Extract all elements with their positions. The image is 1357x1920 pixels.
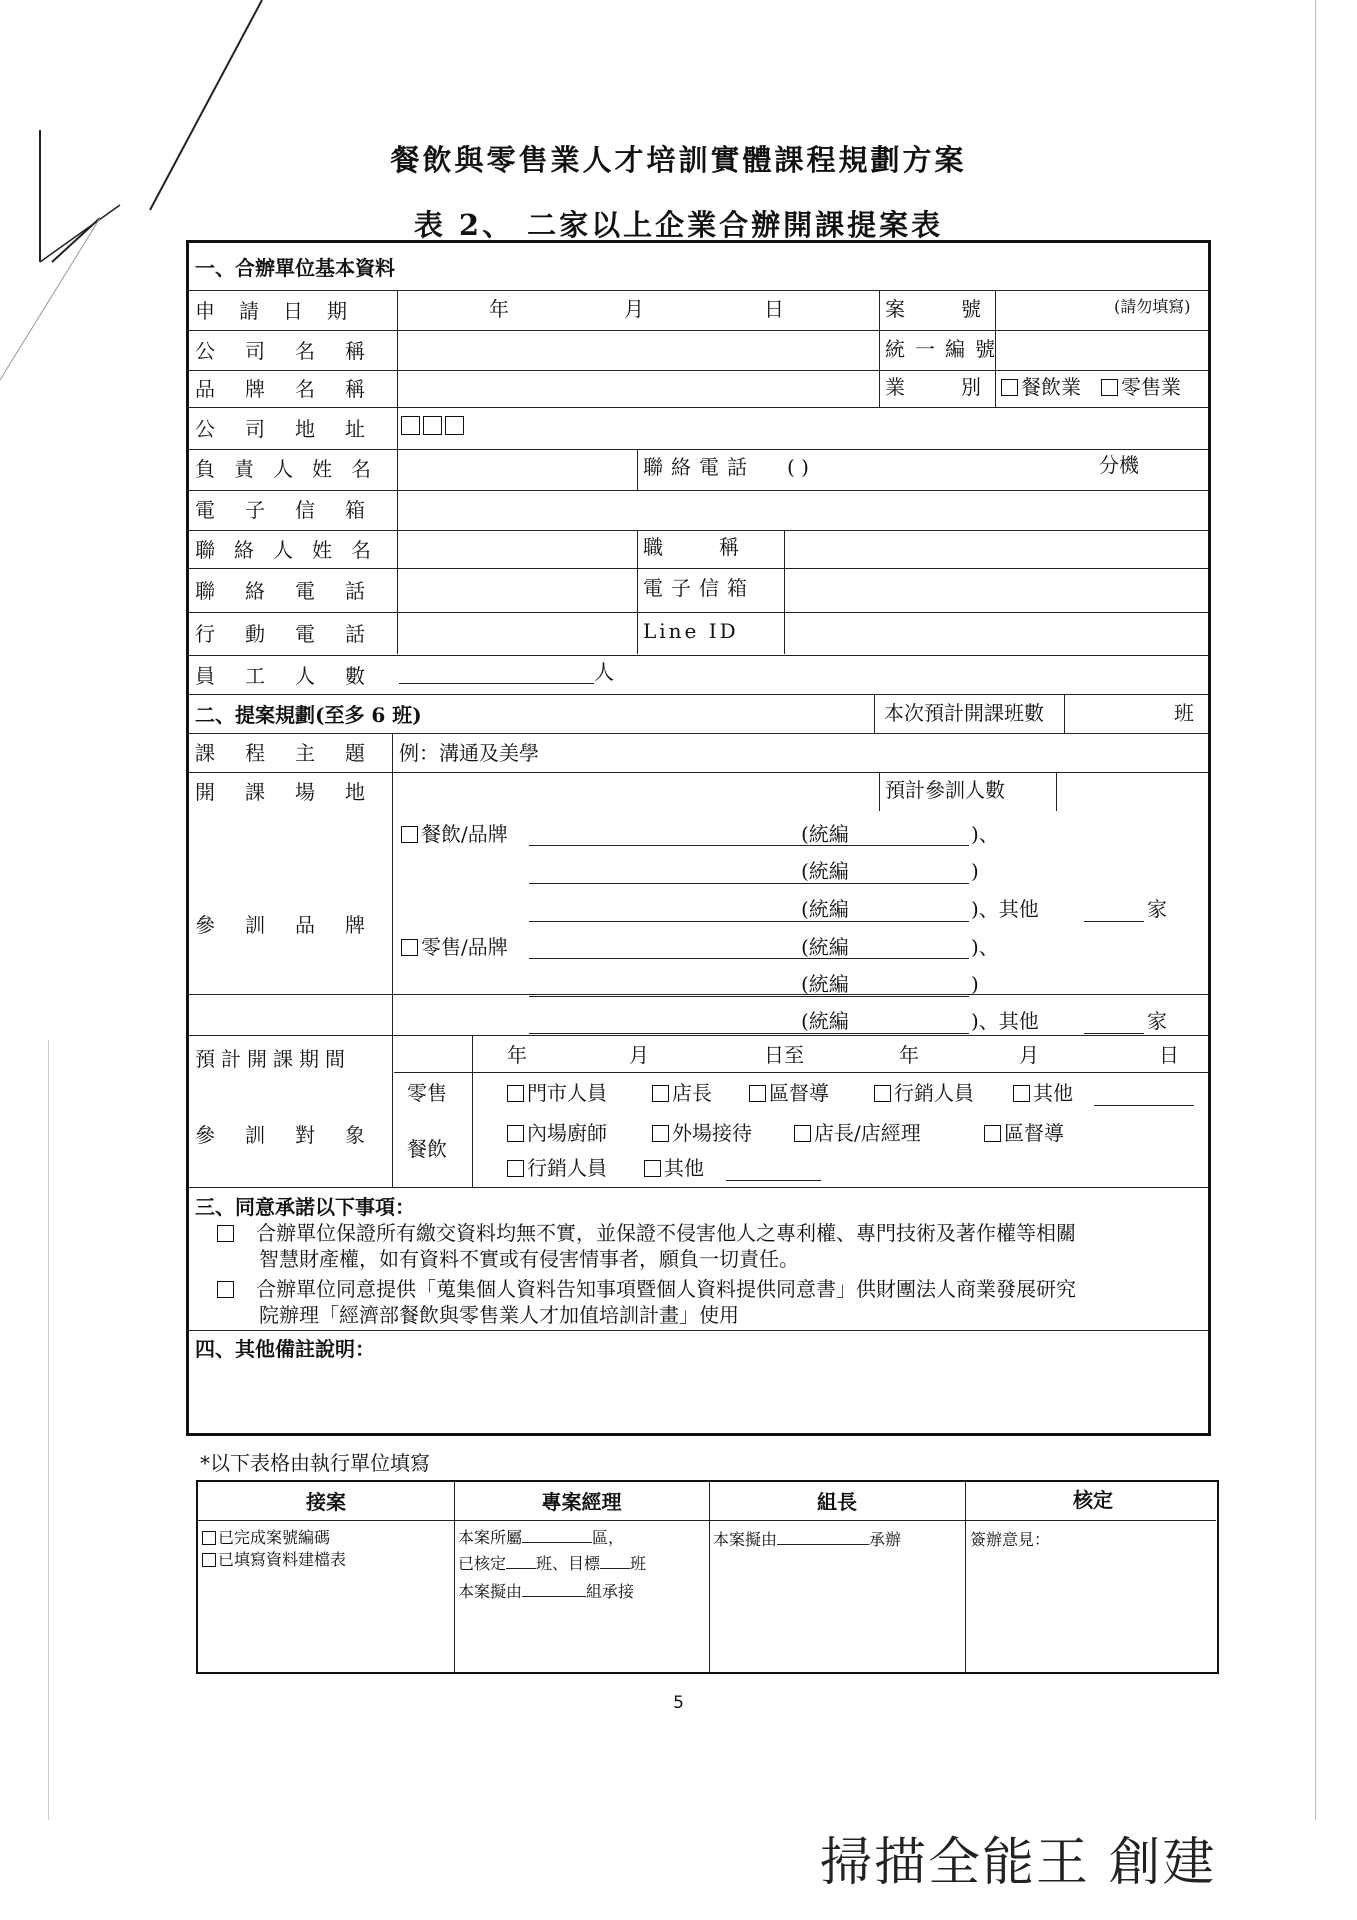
period-to: 日至 bbox=[764, 1043, 804, 1067]
ext-label: 分機 bbox=[1099, 453, 1139, 477]
scanner-watermark: 掃描全能王 創建 bbox=[820, 1833, 1217, 1893]
office-header-intake: 接案 bbox=[306, 1490, 346, 1514]
commitment-item-2[interactable]: 合辦單位同意提供「蒐集個人資料告知事項暨個人資料提供同意書」供財團法人商業發展研究 bbox=[217, 1279, 1076, 1299]
office-header-lead: 組長 bbox=[817, 1490, 857, 1514]
row-divider bbox=[394, 1072, 1208, 1073]
office-table bbox=[196, 1480, 1219, 1674]
section1-header: 一、合辦單位基本資料 bbox=[195, 256, 395, 280]
row-divider bbox=[189, 655, 1208, 656]
scan-right-edge bbox=[1315, 0, 1316, 1820]
employees-unit: 人 bbox=[594, 660, 614, 684]
row-divider bbox=[189, 733, 1208, 734]
others-blank[interactable] bbox=[1084, 1033, 1144, 1034]
brand-line[interactable] bbox=[529, 883, 969, 884]
pm-line1: 本案所屬 區， bbox=[458, 1528, 625, 1547]
checkbox[interactable] bbox=[984, 1125, 1001, 1142]
class-count-unit: 班 bbox=[1174, 701, 1194, 725]
checkbox[interactable] bbox=[217, 1225, 234, 1242]
office-header-pm: 專案經理 bbox=[541, 1490, 622, 1514]
row-divider bbox=[189, 330, 1208, 331]
checkbox[interactable] bbox=[401, 826, 418, 843]
fnb-option-front[interactable]: 外場接待 bbox=[652, 1123, 752, 1143]
period-year2: 年 bbox=[899, 1043, 919, 1067]
tax-id-short: (統編 bbox=[801, 972, 849, 996]
row-divider bbox=[189, 530, 1208, 531]
brand-line[interactable] bbox=[529, 996, 969, 997]
row-divider bbox=[189, 612, 1208, 613]
retail-option-store-manager[interactable]: 店長 bbox=[652, 1083, 712, 1103]
checkbox[interactable] bbox=[652, 1125, 669, 1142]
contact-phone-label: 聯絡電話 bbox=[643, 455, 755, 479]
retail-brand-option[interactable]: 零售/品牌 bbox=[401, 937, 508, 957]
checkbox[interactable] bbox=[644, 1160, 661, 1177]
period-month2: 月 bbox=[1019, 1043, 1039, 1067]
topic-label: 課程主題 bbox=[195, 741, 395, 765]
row-divider bbox=[189, 1035, 1208, 1036]
contact-email-label: 電子信箱 bbox=[643, 576, 755, 600]
row-divider bbox=[189, 490, 1208, 491]
intake-item-1[interactable]: 已完成案號編碼 bbox=[202, 1530, 330, 1546]
retail-option-other[interactable]: 其他 bbox=[1013, 1083, 1073, 1103]
col-divider bbox=[1056, 772, 1057, 811]
row-divider bbox=[189, 1330, 1208, 1331]
tax-id-short: (統編 bbox=[801, 1009, 849, 1033]
checkbox[interactable] bbox=[202, 1553, 216, 1567]
checkbox[interactable] bbox=[652, 1085, 669, 1102]
contact-name-label: 聯絡人姓名 bbox=[195, 538, 390, 562]
col-divider bbox=[637, 530, 638, 654]
employees-label: 員工人數 bbox=[195, 664, 395, 688]
industry-option-retail[interactable]: 零售業 bbox=[1101, 377, 1181, 397]
job-title-label: 職稱 bbox=[643, 535, 795, 559]
case-no-note: (請勿填寫) bbox=[1114, 297, 1191, 316]
others-blank[interactable] bbox=[1084, 921, 1144, 922]
retail-option-store-staff[interactable]: 門市人員 bbox=[507, 1083, 607, 1103]
intake-item-2[interactable]: 已填寫資料建檔表 bbox=[202, 1552, 346, 1568]
phone-area-paren: ( ) bbox=[787, 455, 809, 479]
apply-date-label: 申請日期 bbox=[195, 299, 371, 323]
row-divider bbox=[198, 1520, 1216, 1521]
tax-id-label: 統一編號 bbox=[885, 337, 1005, 361]
period-day: 日 bbox=[1159, 1043, 1179, 1067]
form-subtitle: 表 2、 二家以上企業合辦開課提案表 bbox=[413, 208, 944, 242]
checkbox[interactable] bbox=[217, 1281, 234, 1298]
document-title: 餐飲與零售業人才培訓實體課程規劃方案 bbox=[390, 143, 967, 177]
checkbox[interactable] bbox=[1013, 1085, 1030, 1102]
commitment-item-1[interactable]: 合辦單位保證所有繳交資料均無不實，並保證不侵害他人之專利權、專門技術及著作權等相關 bbox=[217, 1223, 1076, 1243]
row-divider bbox=[189, 1187, 1208, 1188]
brand-line[interactable] bbox=[529, 845, 969, 846]
expected-trainees-label: 預計參訓人數 bbox=[885, 778, 1005, 802]
section4-header: 四、其他備註說明： bbox=[195, 1337, 375, 1361]
class-count-label: 本次預計開課班數 bbox=[884, 701, 1044, 725]
checkbox[interactable] bbox=[749, 1085, 766, 1102]
checkbox[interactable] bbox=[202, 1531, 216, 1545]
company-name-label: 公司名稱 bbox=[195, 339, 395, 363]
tax-id-short: (統編 bbox=[801, 897, 849, 921]
address-label: 公司地址 bbox=[195, 417, 395, 441]
checkbox[interactable] bbox=[507, 1160, 524, 1177]
close-paren: )、 bbox=[971, 822, 999, 846]
fnb-option-marketing[interactable]: 行銷人員 bbox=[507, 1158, 607, 1178]
col-divider bbox=[397, 290, 398, 654]
office-note: *以下表格由執行單位填寫 bbox=[200, 1451, 430, 1475]
row-divider bbox=[189, 694, 1208, 695]
pm-line2: 已核定 班、目標 班 bbox=[458, 1554, 647, 1573]
section2-header: 二、提案規劃(至多 6 班) bbox=[195, 703, 422, 727]
row-divider bbox=[189, 568, 1208, 569]
col-divider bbox=[879, 772, 880, 811]
brand-line[interactable] bbox=[529, 958, 969, 959]
col-divider bbox=[1064, 694, 1065, 733]
owner-label: 負責人姓名 bbox=[195, 457, 390, 481]
main-form-table bbox=[186, 240, 1211, 1436]
col-divider bbox=[637, 449, 638, 490]
retail-option-marketing[interactable]: 行銷人員 bbox=[874, 1083, 974, 1103]
tax-id-short: (統編 bbox=[801, 859, 849, 883]
checkbox[interactable] bbox=[401, 939, 418, 956]
row-divider bbox=[189, 449, 1208, 450]
fnb-option-other[interactable]: 其他 bbox=[644, 1158, 704, 1178]
others-unit: 家 bbox=[1147, 897, 1167, 921]
col-divider bbox=[472, 1035, 473, 1187]
close-paren: )、 bbox=[971, 935, 999, 959]
target-label: 參訓對象 bbox=[195, 1123, 395, 1147]
row-divider bbox=[189, 994, 1208, 995]
col-divider bbox=[965, 1482, 966, 1672]
case-no-label: 案號 bbox=[885, 297, 1037, 321]
brand-line[interactable] bbox=[529, 1033, 969, 1034]
contact-phone2-label: 聯絡電話 bbox=[195, 579, 395, 603]
pm-line3: 本案擬由 組承接 bbox=[458, 1582, 635, 1601]
section3-header: 三、同意承諾以下事項： bbox=[195, 1195, 415, 1219]
employees-blank[interactable] bbox=[399, 683, 594, 684]
period-month: 月 bbox=[629, 1043, 649, 1067]
fnb-option-kitchen[interactable]: 內場廚師 bbox=[507, 1123, 607, 1143]
page-number: 5 bbox=[673, 1693, 684, 1713]
checkbox[interactable] bbox=[507, 1125, 524, 1142]
others-label: )、其他 bbox=[971, 1009, 1039, 1033]
topic-value: 例：溝通及美學 bbox=[399, 741, 539, 765]
col-divider bbox=[874, 694, 875, 733]
others-label: )、其他 bbox=[971, 897, 1039, 921]
fnb-option-supervisor[interactable]: 區督導 bbox=[984, 1123, 1064, 1143]
checkbox[interactable] bbox=[1001, 379, 1018, 396]
fnb-other-blank[interactable] bbox=[726, 1180, 821, 1181]
brand-line[interactable] bbox=[529, 921, 969, 922]
fnb-brand-option[interactable]: 餐飲/品牌 bbox=[401, 824, 508, 844]
others-unit: 家 bbox=[1147, 1009, 1167, 1033]
row-divider bbox=[189, 290, 1208, 291]
period-label: 預計開課期間 bbox=[195, 1047, 351, 1071]
industry-option-fnb[interactable]: 餐飲業 bbox=[1001, 377, 1081, 397]
target-fnb: 餐飲 bbox=[407, 1137, 447, 1161]
line-id-label: Line ID bbox=[643, 619, 739, 643]
postal-code-boxes[interactable] bbox=[401, 416, 467, 436]
period-year: 年 bbox=[507, 1043, 527, 1067]
apply-date-month: 月 bbox=[624, 297, 644, 321]
row-divider bbox=[189, 370, 1208, 371]
commitment-item-2-cont: 院辦理「經濟部餐飲與零售業人才加值培訓計畫」使用 bbox=[259, 1303, 739, 1327]
fnb-option-manager[interactable]: 店長/店經理 bbox=[794, 1123, 921, 1143]
checkbox[interactable] bbox=[1101, 379, 1118, 396]
approve-comment: 簽辦意見： bbox=[970, 1530, 1051, 1549]
col-divider bbox=[879, 290, 880, 407]
brand-name-label: 品牌名稱 bbox=[195, 377, 395, 401]
tax-id-short: (統編 bbox=[801, 822, 849, 846]
row-divider bbox=[189, 407, 1208, 408]
apply-date-year: 年 bbox=[489, 297, 509, 321]
retail-option-area-supervisor[interactable]: 區督導 bbox=[749, 1083, 829, 1103]
lead-line: 本案擬由 承辦 bbox=[713, 1530, 902, 1549]
mobile-label: 行動電話 bbox=[195, 622, 395, 646]
close-paren: ) bbox=[971, 859, 979, 883]
close-paren: ) bbox=[971, 972, 979, 996]
brands-label: 參訓品牌 bbox=[195, 913, 395, 937]
retail-other-blank[interactable] bbox=[1094, 1105, 1194, 1106]
checkbox[interactable] bbox=[507, 1085, 524, 1102]
checkbox[interactable] bbox=[874, 1085, 891, 1102]
checkbox[interactable] bbox=[794, 1125, 811, 1142]
venue-label: 開課場地 bbox=[195, 780, 395, 804]
industry-label: 業別 bbox=[885, 375, 1037, 399]
commitment-item-1-cont: 智慧財產權，如有資料不實或有侵害情事者，願負一切責任。 bbox=[259, 1247, 799, 1271]
tax-id-short: (統編 bbox=[801, 935, 849, 959]
target-retail: 零售 bbox=[407, 1081, 447, 1105]
office-header-approve: 核定 bbox=[1073, 1488, 1113, 1512]
email-label: 電子信箱 bbox=[195, 498, 395, 522]
apply-date-day: 日 bbox=[764, 297, 784, 321]
